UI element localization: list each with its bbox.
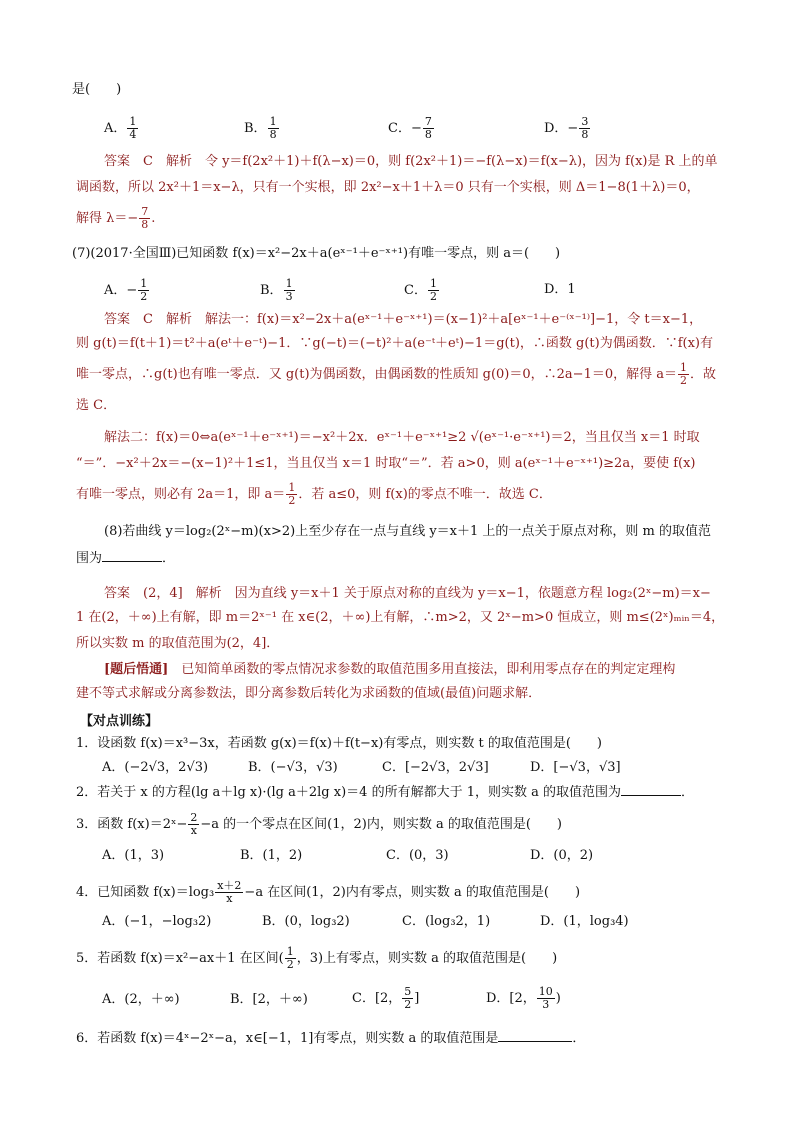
q8-answer-line-3: 所以实数 m 的取值范围为(2，4]． [76, 636, 280, 651]
reflection-line-1: [题后悟通] 已知简单函数的零点情况求参数的取值范围多用直接法，即利用零点存在的判定定理构 [104, 662, 676, 677]
t4-option-c: C．(log₃2，1) [402, 914, 491, 929]
t3-stem: 3．函数 f(x)＝2ˣ− $\frac{2}{x}$ −a 的一个零点在区间(1，2)内，则实数 a 的取值范围是( ) [76, 811, 562, 837]
q8-stem-line-1: (8)若曲线 y＝log₂(2ˣ−m)(x>2)上至少存在一点与直线 y＝x＋1 上的一点关于原点对称，则 m 的取值范 [104, 524, 711, 539]
q6-option-c: C．− $\frac{7}{8}$ [388, 115, 432, 141]
t3-option-d: D．(0，2) [530, 848, 594, 863]
t5-option-a: A．(2，＋∞) [102, 992, 180, 1007]
q6-answer-line-3: 解得 λ＝− $\frac{7}{8}$ . [76, 205, 156, 231]
q6-answer-line-2: 调函数，所以 2x²＋1＝x−λ，只有一个实根，即 2x²−x＋1＋λ＝0 只有一个实根，则 Δ＝1−8(1＋λ)＝0， [76, 180, 700, 195]
t5-stem: 5．若函数 f(x)＝x²−ax＋1 在区间( $\frac{1}{2}$ ，3)上有零点，则实数 a 的取值范围是( ) [76, 945, 558, 971]
t5-option-d: D．[2， $\frac{10}{3}$ ) [486, 985, 561, 1011]
q6-option-b: B． $\frac{1}{8}$ [244, 115, 277, 141]
t1-stem: 1．设函数 f(x)＝x³−3x，若函数 g(x)＝f(x)＋f(t−x)有零点，则实数 t 的取值范围是( ) [76, 736, 602, 751]
t5-option-b: B．[2，＋∞) [230, 992, 308, 1007]
q7-option-d: D．1 [544, 282, 576, 297]
t6-stem: 6．若函数 f(x)＝4ˣ−2ˣ−a，x∈[−1，1]有零点，则实数 a 的取值范围是 ． [76, 1028, 585, 1049]
q8-answer-line-2: 1 在(2，＋∞)上有解，即 m＝2ˣ⁻¹ 在 x∈(2，＋∞)上有解，∴m>2，又 2ˣ−m>0 恒成立，则 m≤(2ˣ)ₘᵢₙ＝4， [76, 610, 725, 625]
reflection-line-2: 建不等式求解或分离参数法，即分离参数后转化为求函数的值域(最值)问题求解． [76, 686, 542, 701]
q6-tail: 是( ) [72, 82, 122, 97]
q7-answer-line-1: 答案 C 解析 解法一：f(x)＝x²−2x＋a(eˣ⁻¹＋e⁻ˣ⁺¹)＝(x−1)²＋a[eˣ⁻¹＋e⁻⁽ˣ⁻¹⁾]−1，令 t＝x−1， [104, 312, 703, 327]
t5-option-c: C．[2， $\frac{5}{2}$ ] [352, 985, 420, 1011]
t1-option-a: A．(−2√3，2√3) [102, 760, 209, 775]
t3-option-a: A．(1，3) [102, 848, 165, 863]
q7-answer-line-2: 则 g(t)＝f(t＋1)＝t²＋a(eᵗ＋e⁻ᵗ)−1．∵g(−t)＝(−t)²＋a(e⁻ᵗ＋eᵗ)−1＝g(t)，∴函数 g(t)为偶函数．∵f(x)有 [76, 336, 713, 351]
q7-answer-line-5: 解法二：f(x)＝0⇔a(eˣ⁻¹＋e⁻ˣ⁺¹)＝−x²＋2x．eˣ⁻¹＋e⁻ˣ⁺¹≥2 √(eˣ⁻¹·e⁻ˣ⁺¹)＝2，当且仅当 x＝1 时取 [104, 430, 700, 445]
t4-option-a: A．(−1，−log₃2) [102, 914, 212, 929]
training-heading: 【对点训练】 [80, 714, 159, 729]
q7-answer-line-4: 选 C． [76, 398, 117, 413]
q8-answer-blank[interactable] [102, 548, 162, 562]
t6-answer-blank[interactable] [498, 1028, 572, 1042]
t1-option-b: B．(−√3，√3) [248, 760, 338, 775]
q6-option-d: D．− $\frac{3}{8}$ [544, 115, 589, 141]
q8-stem-line-2: 围为 ． [76, 548, 175, 569]
t3-option-c: C．(0，3) [386, 848, 449, 863]
q7-stem: (7)(2017·全国Ⅲ)已知函数 f(x)＝x²−2x＋a(eˣ⁻¹＋e⁻ˣ⁺¹)有唯一零点，则 a＝( ) [72, 246, 561, 261]
q7-option-a: A．− $\frac{1}{2}$ [104, 277, 148, 303]
q6-option-a: A． $\frac{1}{4}$ [104, 115, 137, 141]
q8-answer-line-1: 答案 (2，4] 解析 因为直线 y＝x＋1 关于原点对称的直线为 y＝x−1，依题意方程 log₂(2ˣ−m)＝x− [104, 586, 711, 601]
t2-stem: 2．若关于 x 的方程(lg a＋lg x)·(lg a＋2lg x)＝4 的所有解都大于 1，则实数 a 的取值范围为 ． [76, 782, 694, 803]
q7-answer-line-3: 唯一零点，∴g(t)也有唯一零点．又 g(t)为偶函数，由偶函数的性质知 g(0)＝0，∴2a−1＝0，解得 a＝ $\frac{1}{2}$ ．故 [76, 361, 717, 387]
q6-answer-line-1: 答案 C 解析 令 y＝f(2x²＋1)＋f(λ−x)＝0，则 f(2x²＋1)＝−f(λ−x)＝f(x−λ)，因为 f(x)是 R 上的单 [104, 154, 718, 169]
t1-option-d: D．[−√3，√3] [530, 760, 621, 775]
q7-option-c: C． $\frac{1}{2}$ [404, 277, 437, 303]
q7-answer-line-7: 有唯一零点，则必有 2a＝1，即 a＝ $\frac{1}{2}$ ．若 a≤0，则 f(x)的零点不唯一．故选 C． [76, 481, 552, 507]
t4-stem: 4．已知函数 f(x)＝log₃ $\frac{x+2}{x}$ −a 在区间(1，2)内有零点，则实数 a 的取值范围是( ) [76, 879, 581, 905]
t1-option-c: C．[−2√3，2√3] [382, 760, 489, 775]
q7-answer-line-6: “＝”．−x²＋2x＝−(x−1)²＋1≤1，当且仅当 x＝1 时取“＝”．若 a>0，则 a(eˣ⁻¹＋e⁻ˣ⁺¹)≥2a，要使 f(x) [76, 456, 696, 471]
t4-option-b: B．(0，log₃2) [262, 914, 350, 929]
t4-option-d: D．(1，log₃4) [540, 914, 629, 929]
t3-option-b: B．(1，2) [240, 848, 303, 863]
q7-option-b: B． $\frac{1}{3}$ [260, 277, 293, 303]
t2-answer-blank[interactable] [621, 782, 681, 796]
